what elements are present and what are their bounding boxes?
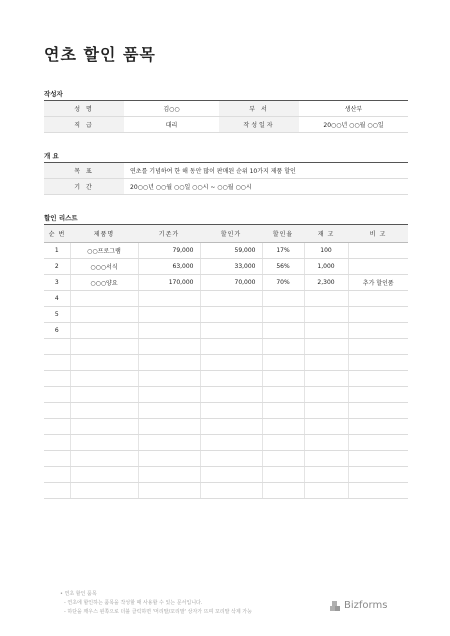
- goal-value[interactable]: 연초를 기념하여 한 해 동안 많이 판매된 순위 10가지 제품 할인: [124, 163, 408, 179]
- product-name-cell[interactable]: [70, 355, 138, 371]
- table-row: [44, 355, 408, 371]
- discount-rate-cell[interactable]: [262, 483, 304, 499]
- original-price-cell[interactable]: [138, 291, 200, 307]
- product-name-cell[interactable]: ○○프로그램: [70, 243, 138, 259]
- date-label: 작성일자: [219, 117, 299, 133]
- list-section-heading: 할인 리스트: [44, 214, 78, 222]
- note-cell[interactable]: [348, 467, 408, 483]
- row-number-cell[interactable]: [44, 419, 70, 435]
- col-header-original-price: 기존가: [138, 225, 200, 243]
- sale-price-cell[interactable]: [200, 483, 262, 499]
- stock-cell[interactable]: [304, 387, 348, 403]
- sale-price-cell[interactable]: [200, 403, 262, 419]
- sale-price-cell[interactable]: [200, 291, 262, 307]
- original-price-cell[interactable]: [138, 467, 200, 483]
- table-row: [44, 291, 408, 307]
- product-name-cell[interactable]: [70, 451, 138, 467]
- product-name-cell[interactable]: [70, 483, 138, 499]
- stock-cell[interactable]: [304, 451, 348, 467]
- note-cell[interactable]: [348, 403, 408, 419]
- stock-cell[interactable]: [304, 307, 348, 323]
- row-number-cell[interactable]: 1: [44, 243, 70, 259]
- sale-price-cell[interactable]: 70,000: [200, 275, 262, 291]
- original-price-cell[interactable]: [138, 355, 200, 371]
- original-price-cell[interactable]: 79,000: [138, 243, 200, 259]
- sale-price-cell[interactable]: [200, 387, 262, 403]
- col-header-number: 순 번: [44, 225, 70, 243]
- table-row: [44, 435, 408, 451]
- product-name-cell[interactable]: [70, 387, 138, 403]
- row-number-cell[interactable]: [44, 371, 70, 387]
- note-cell[interactable]: [348, 435, 408, 451]
- bizforms-logo-icon: [330, 601, 340, 611]
- col-header-product: 제품명: [70, 225, 138, 243]
- stock-cell[interactable]: [304, 435, 348, 451]
- product-name-cell[interactable]: ○○○양요: [70, 275, 138, 291]
- author-section-heading: 작성자: [44, 90, 63, 98]
- product-name-cell[interactable]: [70, 291, 138, 307]
- table-row: [44, 419, 408, 435]
- footer-line-tip: - 하단을 깨우스 왼쪽으로 더블 클릭하면 '머리말/꼬리말' 상자가 뜨며 꼬리말 삭제 가능: [64, 609, 252, 615]
- discount-rate-cell[interactable]: [262, 467, 304, 483]
- stock-cell[interactable]: [304, 323, 348, 339]
- note-cell[interactable]: [348, 323, 408, 339]
- sale-price-cell[interactable]: [200, 435, 262, 451]
- sale-price-cell[interactable]: [200, 307, 262, 323]
- table-row: [44, 483, 408, 499]
- discount-rate-cell[interactable]: [262, 419, 304, 435]
- note-cell[interactable]: [348, 259, 408, 275]
- discount-rate-cell[interactable]: 56%: [262, 259, 304, 275]
- table-row: [44, 307, 408, 323]
- table-row: [44, 387, 408, 403]
- row-number-cell[interactable]: [44, 339, 70, 355]
- row-number-cell[interactable]: [44, 451, 70, 467]
- discount-rate-cell[interactable]: [262, 451, 304, 467]
- stock-cell[interactable]: [304, 371, 348, 387]
- note-cell[interactable]: [348, 243, 408, 259]
- footer-line-description: - 연초에 할인하는 품목을 작성할 때 사용할 수 있는 문서입니다.: [64, 600, 203, 606]
- name-value[interactable]: 김○○: [124, 101, 219, 117]
- row-number-cell[interactable]: [44, 435, 70, 451]
- list-header-row: [44, 225, 408, 243]
- sale-price-cell[interactable]: [200, 339, 262, 355]
- product-name-cell[interactable]: [70, 467, 138, 483]
- author-row: [44, 101, 408, 117]
- overview-row: [44, 163, 408, 179]
- discount-rate-cell[interactable]: 70%: [262, 275, 304, 291]
- overview-row: [44, 179, 408, 195]
- row-number-cell[interactable]: [44, 355, 70, 371]
- discount-rate-cell[interactable]: [262, 435, 304, 451]
- original-price-cell[interactable]: [138, 451, 200, 467]
- period-value[interactable]: 20○○년 ○○월 ○○일 ○○시 ~ ○○월 ○○시: [124, 179, 408, 195]
- original-price-cell[interactable]: [138, 419, 200, 435]
- stock-cell[interactable]: 2,300: [304, 275, 348, 291]
- discount-rate-cell[interactable]: [262, 307, 304, 323]
- col-header-discount-rate: 할인율: [262, 225, 304, 243]
- discount-list-table: [44, 225, 408, 499]
- row-number-cell[interactable]: 2: [44, 259, 70, 275]
- col-header-stock: 재 고: [304, 225, 348, 243]
- row-number-cell[interactable]: 5: [44, 307, 70, 323]
- table-row: [44, 451, 408, 467]
- table-row: [44, 259, 408, 275]
- discount-rate-cell[interactable]: [262, 403, 304, 419]
- table-row: [44, 371, 408, 387]
- author-row: [44, 117, 408, 133]
- discount-rate-cell[interactable]: [262, 387, 304, 403]
- department-value[interactable]: 생산부: [299, 101, 408, 117]
- row-number-cell[interactable]: 4: [44, 291, 70, 307]
- stock-cell[interactable]: [304, 483, 348, 499]
- col-header-sale-price: 할인가: [200, 225, 262, 243]
- row-number-cell[interactable]: [44, 467, 70, 483]
- stock-cell[interactable]: [304, 467, 348, 483]
- sale-price-cell[interactable]: [200, 467, 262, 483]
- department-label: 부 서: [219, 101, 299, 117]
- row-number-cell[interactable]: [44, 387, 70, 403]
- note-cell[interactable]: [348, 451, 408, 467]
- original-price-cell[interactable]: [138, 371, 200, 387]
- position-label: 직 급: [44, 117, 124, 133]
- table-row: [44, 323, 408, 339]
- discount-rate-cell[interactable]: 17%: [262, 243, 304, 259]
- product-name-cell[interactable]: [70, 371, 138, 387]
- row-number-cell[interactable]: [44, 403, 70, 419]
- period-label: 기 간: [44, 179, 124, 195]
- discount-rate-cell[interactable]: [262, 355, 304, 371]
- bizforms-logo-text: Bizforms: [344, 600, 388, 611]
- table-row: [44, 467, 408, 483]
- footer-line-title: • 연초 할인 품목: [60, 591, 97, 597]
- original-price-cell[interactable]: 170,000: [138, 275, 200, 291]
- sale-price-cell[interactable]: [200, 451, 262, 467]
- product-name-cell[interactable]: ○○○서식: [70, 259, 138, 275]
- sale-price-cell[interactable]: [200, 371, 262, 387]
- date-value[interactable]: 20○○년 ○○월 ○○일: [299, 117, 408, 133]
- sale-price-cell[interactable]: 33,000: [200, 259, 262, 275]
- product-name-cell[interactable]: [70, 307, 138, 323]
- original-price-cell[interactable]: [138, 387, 200, 403]
- note-cell[interactable]: [348, 355, 408, 371]
- sale-price-cell[interactable]: [200, 419, 262, 435]
- footer-note: [60, 590, 252, 617]
- stock-cell[interactable]: [304, 291, 348, 307]
- stock-cell[interactable]: [304, 403, 348, 419]
- product-name-cell[interactable]: [70, 403, 138, 419]
- table-row: [44, 403, 408, 419]
- original-price-cell[interactable]: [138, 403, 200, 419]
- note-cell[interactable]: [348, 307, 408, 323]
- original-price-cell[interactable]: [138, 307, 200, 323]
- document-title: 연초 할인 품목: [44, 45, 156, 64]
- original-price-cell[interactable]: [138, 435, 200, 451]
- overview-section-heading: 개 요: [44, 152, 59, 160]
- row-number-cell[interactable]: 3: [44, 275, 70, 291]
- original-price-cell[interactable]: [138, 323, 200, 339]
- discount-rate-cell[interactable]: [262, 291, 304, 307]
- note-cell[interactable]: 추가 할인품: [348, 275, 408, 291]
- note-cell[interactable]: [348, 291, 408, 307]
- position-value[interactable]: 대리: [124, 117, 219, 133]
- product-name-cell[interactable]: [70, 419, 138, 435]
- note-cell[interactable]: [348, 339, 408, 355]
- name-label: 성 명: [44, 101, 124, 117]
- stock-cell[interactable]: [304, 355, 348, 371]
- stock-cell[interactable]: [304, 419, 348, 435]
- discount-rate-cell[interactable]: [262, 371, 304, 387]
- stock-cell[interactable]: 1,000: [304, 259, 348, 275]
- row-number-cell[interactable]: [44, 483, 70, 499]
- overview-table: [44, 163, 408, 195]
- goal-label: 목 표: [44, 163, 124, 179]
- stock-cell[interactable]: [304, 339, 348, 355]
- note-cell[interactable]: [348, 483, 408, 499]
- author-table: [44, 101, 408, 133]
- sale-price-cell[interactable]: [200, 323, 262, 339]
- table-row: [44, 243, 408, 259]
- product-name-cell[interactable]: [70, 323, 138, 339]
- sale-price-cell[interactable]: 59,000: [200, 243, 262, 259]
- product-name-cell[interactable]: [70, 339, 138, 355]
- discount-rate-cell[interactable]: [262, 323, 304, 339]
- discount-rate-cell[interactable]: [262, 339, 304, 355]
- note-cell[interactable]: [348, 419, 408, 435]
- original-price-cell[interactable]: [138, 339, 200, 355]
- row-number-cell[interactable]: 6: [44, 323, 70, 339]
- stock-cell[interactable]: 100: [304, 243, 348, 259]
- sale-price-cell[interactable]: [200, 355, 262, 371]
- table-row: [44, 275, 408, 291]
- original-price-cell[interactable]: 63,000: [138, 259, 200, 275]
- product-name-cell[interactable]: [70, 435, 138, 451]
- note-cell[interactable]: [348, 387, 408, 403]
- bizforms-logo: [330, 600, 387, 611]
- col-header-note: 비 고: [348, 225, 408, 243]
- original-price-cell[interactable]: [138, 483, 200, 499]
- note-cell[interactable]: [348, 371, 408, 387]
- table-row: [44, 339, 408, 355]
